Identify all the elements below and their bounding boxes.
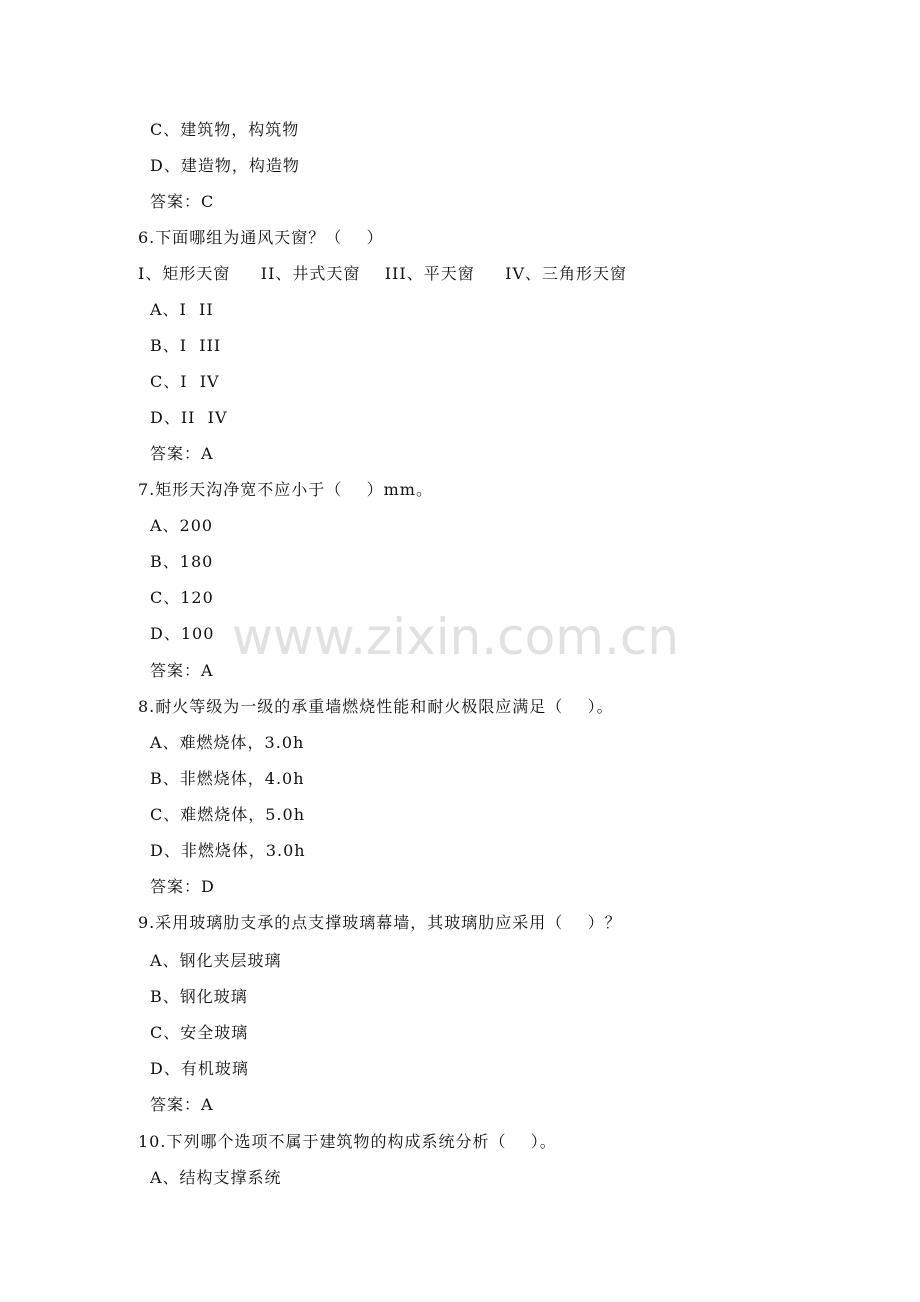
option-line: B、钢化玻璃 (150, 987, 248, 1006)
option-line: D、建造物，构造物 (150, 156, 300, 175)
option-line: A、钢化夹层玻璃 (150, 951, 282, 970)
option-line: C、I IV (150, 372, 220, 391)
option-line: D、II IV (150, 408, 228, 427)
option-line: C、120 (150, 588, 214, 607)
option-line: D、100 (150, 624, 215, 643)
question-line: 9.采用玻璃肋支承的点支撑玻璃幕墙，其玻璃肋应采用（ ）？ (138, 913, 622, 932)
answer-line: 答案：A (150, 661, 214, 680)
option-line: C、难燃烧体，5.0h (150, 805, 305, 824)
question-line: 6.下面哪组为通风天窗？（ ） (138, 228, 384, 247)
option-line: D、有机玻璃 (150, 1059, 249, 1078)
answer-line: 答案：D (150, 877, 215, 896)
watermark: www.zixin.com.cn (232, 608, 680, 666)
option-line: C、安全玻璃 (150, 1023, 249, 1042)
question-line: 7.矩形天沟净宽不应小于（ ）mm。 (138, 480, 433, 499)
answer-line: 答案：A (150, 1095, 214, 1114)
answer-line: 答案：C (150, 192, 215, 211)
option-line: C、建筑物，构筑物 (150, 120, 300, 139)
option-line: A、200 (150, 516, 214, 535)
question-line: 8.耐火等级为一级的承重墙燃烧性能和耐火极限应满足（ ）。 (138, 697, 614, 716)
option-line: B、非燃烧体，4.0h (150, 769, 305, 788)
option-line: B、180 (150, 552, 214, 571)
option-line: A、难燃烧体，3.0h (150, 733, 305, 752)
option-line: D、非燃烧体，3.0h (150, 841, 306, 860)
option-line: A、I II (150, 300, 214, 319)
option-line: B、I III (150, 336, 222, 355)
option-line: A、结构支撑系统 (150, 1168, 282, 1187)
answer-line: 答案：A (150, 444, 214, 463)
question-line: 10.下列哪个选项不属于建筑物的构成系统分析（ ）。 (138, 1132, 557, 1151)
question-line: I、矩形天窗 II、井式天窗 III、平天窗 IV、三角形天窗 (138, 264, 628, 283)
